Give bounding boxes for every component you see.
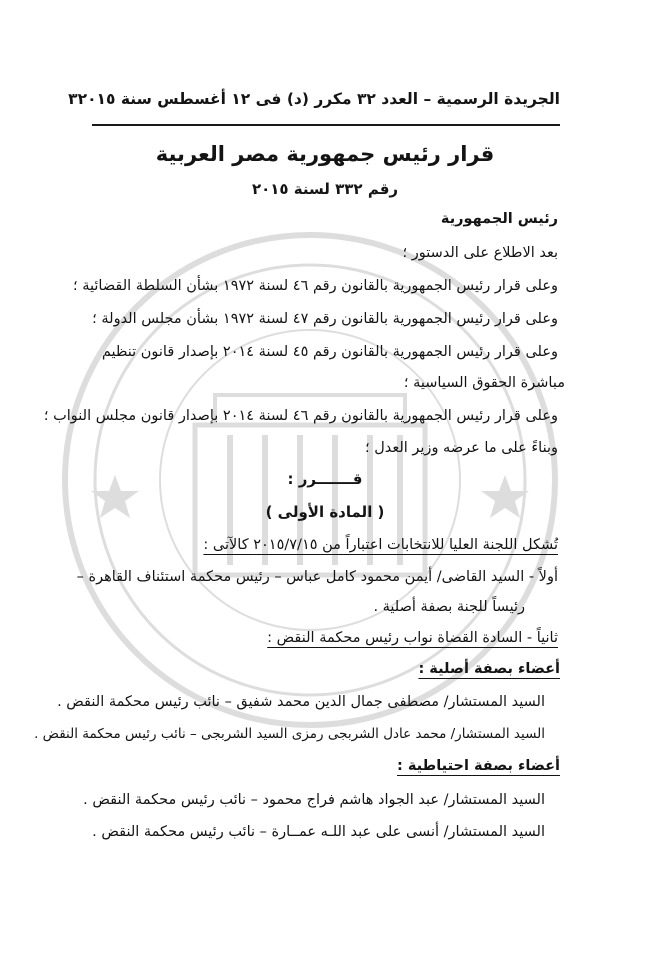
reserve-members-heading: أعضاء بصفة احتياطية :: [397, 758, 560, 774]
article-heading: ( المادة الأولى ): [265, 503, 385, 521]
preamble-line: وبناءً على ما عرضه وزير العدل ؛: [364, 440, 558, 456]
member-item: السيد المستشار/ مصطفى جمال الدين محمد شفيق – نائب رئيس محكمة النقض .: [57, 694, 545, 710]
preamble-line: بعد الاطلاع على الدستور ؛: [402, 245, 558, 261]
preamble-line: مباشرة الحقوق السياسية ؛: [403, 375, 565, 391]
member-item: السيد المستشار/ عبد الجواد هاشم فراج محمود – نائب رئيس محكمة النقض .: [83, 792, 545, 808]
committee-chair: أولاً - السيد القاضى/ أيمن محمود كامل عباس – رئيس محكمة استئناف القاهرة –: [76, 569, 558, 585]
running-header: [68, 90, 560, 108]
running-head-text: الجريدة الرسمية – العدد ٣٢ مكرر (د) فى ١٢ أغسطس سنة ٢٠١٥: [77, 90, 560, 108]
decision-heading: قـــــــرر :: [287, 470, 363, 488]
issuing-authority: رئيس الجمهورية: [440, 211, 558, 227]
committee-chair-role: رئيساً للجنة بصفة أصلية .: [373, 599, 525, 615]
preamble-line: وعلى قرار رئيس الجمهورية بالقانون رقم ٤٧ لسنة ١٩٧٢ بشأن مجلس الدولة ؛: [92, 311, 558, 327]
committee-intro: تُشكل اللجنة العليا للانتخابات اعتباراً من ٢٠١٥/٧/١٥ كالآتى :: [203, 537, 558, 553]
preamble-line: وعلى قرار رئيس الجمهورية بالقانون رقم ٤٦ لسنة ٢٠١٤ بإصدار قانون مجلس النواب ؛: [43, 408, 558, 424]
primary-members-heading: أعضاء بصفة أصلية :: [418, 661, 560, 677]
header-divider: [92, 124, 560, 126]
member-item: السيد المستشار/ أنسى على عبد اللـه عمــارة – نائب رئيس محكمة النقض .: [92, 824, 545, 840]
deputies-heading: ثانياً - السادة القضاة نواب رئيس محكمة النقض :: [267, 630, 558, 646]
decree-title: قرار رئيس جمهورية مصر العربية: [155, 142, 495, 166]
preamble-line: وعلى قرار رئيس الجمهورية بالقانون رقم ٤٥ لسنة ٢٠١٤ بإصدار قانون تنظيم: [101, 344, 558, 360]
page-number: ٣: [68, 90, 78, 108]
decree-number: رقم ٣٣٢ لسنة ٢٠١٥: [251, 180, 399, 198]
member-item: السيد المستشار/ محمد عادل الشربجى رمزى السيد الشربجى – نائب رئيس محكمة النقض .: [34, 726, 545, 742]
preamble-line: وعلى قرار رئيس الجمهورية بالقانون رقم ٤٦ لسنة ١٩٧٢ بشأن السلطة القضائية ؛: [73, 278, 558, 294]
